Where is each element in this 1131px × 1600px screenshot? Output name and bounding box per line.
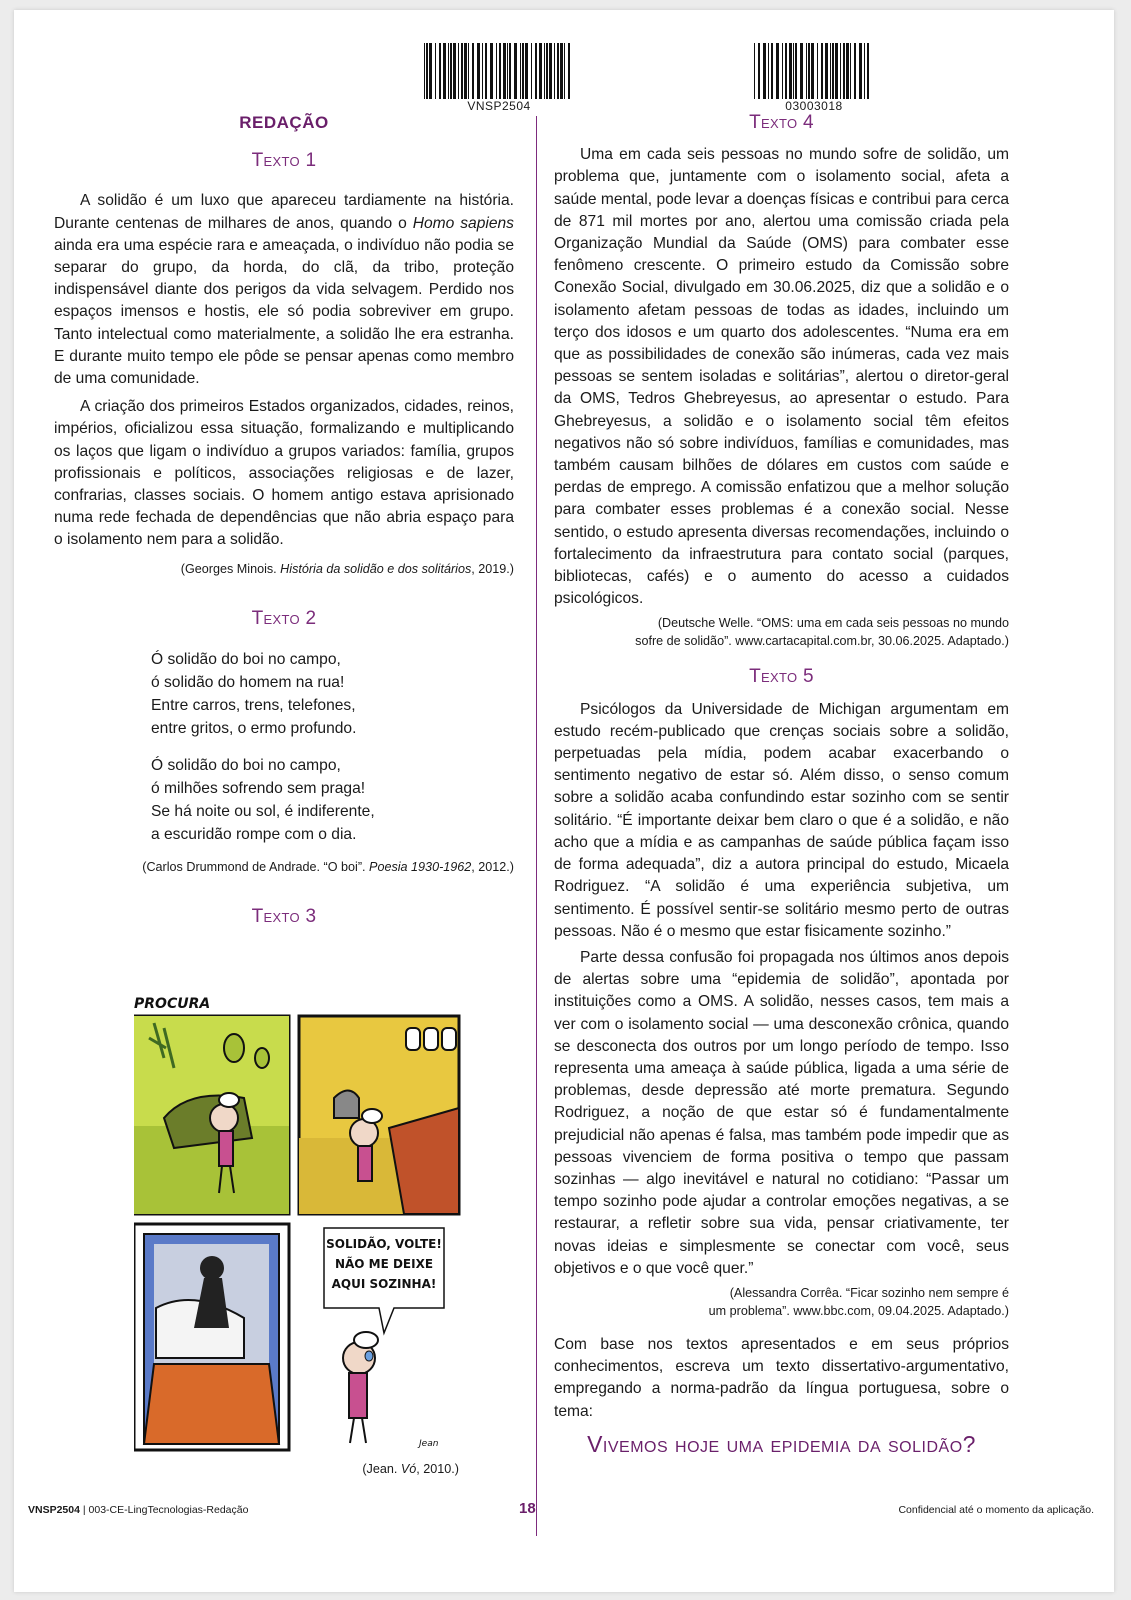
poem-line: ó milhões sofrendo sem praga! xyxy=(151,779,366,797)
right-column xyxy=(554,112,1009,1455)
section-title: REDAÇÃO xyxy=(239,113,329,132)
barcode-right xyxy=(754,43,874,113)
texto5-citation: (Alessandra Corrêa. “Ficar sozinho nem sempre é um problema”. www.bbc.com, 09.04.2025. Adaptado.) xyxy=(708,1285,1009,1318)
column-divider xyxy=(536,116,537,1536)
poem-line: ó solidão do homem na rua! xyxy=(151,673,345,691)
texto5-paragraph-1: Psicólogos da Universidade de Michigan argumentam em estudo recém-publicado que crenças sociais sobre a solidão, perpetuadas pela mídia, podem acabar exacerbando o sentimento negativo de estar só. Além disso, o senso comum sobre a solidão acaba confundindo estar sozinho com se sentir solitário. “É importante deixar bem claro o que é a solidão, e não acho que a mídia e as campanhas de saúde pública façam isso de forma adequada”, diz a autora principal do estudo, Micaela Rodriguez. “A solidão é uma experiência subjetiva, um sentimento. É possível sentir-se solitário mesmo perto de outras pessoas. Não é o mesmo que estar fisicamente sozinho.” xyxy=(554,700,1009,940)
barcode-left xyxy=(424,43,574,113)
comic-panel-1 xyxy=(134,1016,289,1214)
barcode-left-text: VNSP2504 xyxy=(467,99,531,113)
texto1-citation: (Georges Minois. História da solidão e dos solitários, 2019.) xyxy=(180,561,514,576)
texto5-title: Texto 5 xyxy=(749,666,814,688)
barcode-bars-icon xyxy=(754,43,874,99)
texto3-title: Texto 3 xyxy=(251,905,317,927)
texto1-paragraph-2: A criação dos primeiros Estados organizados, cidades, reinos, impérios, oficializou essa situação, formalizando e multiplicando os laços que ligam o indivíduo a grupos variados: família, grupos profissionais e políticos, associações religiosas e de lazer, confrarias, classes sociais. O homem antigo estava aprisionado numa rede fechada de dependências que não abria espaço para o isolamento nem para a solidão. xyxy=(54,398,514,549)
balloon-line-3: AQUI SOZINHA! xyxy=(331,1277,437,1291)
poem-line: Ó solidão do boi no campo, xyxy=(151,650,341,668)
footer-code: VNSP2504 | 003-CE-LingTecnologias-Redação xyxy=(28,1504,249,1516)
poem-line: Se há noite ou sol, é indiferente, xyxy=(151,802,375,820)
poem-stanza-1 xyxy=(151,648,514,740)
balloon-line-2: NÃO ME DEIXE xyxy=(334,1257,434,1271)
texto2-poem xyxy=(54,648,514,846)
comic-panel-2 xyxy=(299,1016,459,1214)
texto2-title: Texto 2 xyxy=(251,607,317,629)
poem-line: a escuridão rompe com o dia. xyxy=(151,825,357,843)
left-column xyxy=(54,112,514,928)
exam-page xyxy=(14,10,1114,1592)
texto2-citation: (Carlos Drummond de Andrade. “O boi”. Poesia 1930-1962, 2012.) xyxy=(142,859,514,874)
poem-line: entre gritos, o ermo profundo. xyxy=(151,719,357,737)
proposta-instructions: Com base nos textos apresentados e em seus próprios conhecimentos, escreva um texto dissertativo-argumentativo, empregando a norma-padrão da língua portuguesa, sobre o tema: xyxy=(554,1335,1009,1420)
comic-strip xyxy=(134,988,464,1463)
barcode-bars-icon xyxy=(424,43,574,99)
comic-panel-3 xyxy=(134,1224,289,1450)
comic-header: PROCURA xyxy=(134,996,211,1012)
comic-signature: Jean xyxy=(419,1439,439,1449)
texto4-body xyxy=(554,144,1009,610)
texto3-citation: (Jean. Vó, 2010.) xyxy=(362,1462,459,1476)
comic-panel-4 xyxy=(299,1224,459,1450)
page-number: 18 xyxy=(519,1500,536,1517)
balloon-line-1: SOLIDÃO, VOLTE! xyxy=(326,1237,442,1251)
texto1-body xyxy=(54,190,514,551)
footer-confidential: Confidencial até o momento da aplicação. xyxy=(898,1504,1094,1516)
poem-line: Entre carros, trens, telefones, xyxy=(151,696,356,714)
poem-stanza-2 xyxy=(151,754,514,846)
texto4-paragraph: Uma em cada seis pessoas no mundo sofre de solidão, um problema que, juntamente com o isolamento social, afeta a saúde mental, pode levar a doenças físicas e contribui para cerca de 871 mil mortes por ano, alertou uma comissão criada pela Organização Mundial da Saúde (OMS) para combater esse fenômeno crescente. O primeiro estudo da Comissão sobre Conexão Social, divulgado em 30.06.2025, diz que a solidão e o isolamento afetam pessoas de todas as idades, incluindo um terço dos idosos e um quarto dos adolescentes. “Numa era em que as possibilidades de conexão são inúmeras, cada vez mais pessoas se sentem isoladas e solitárias”, alertou o diretor-geral da OMS, Tedros Ghebreyesus, ao apresentar o estudo. Para Ghebreyesus, a solidão e o isolamento social têm efeitos negativos não só sobre indivíduos, famílias e comunidades, mas também causam bilhões de dólares em custos com saúde e perdas de emprego. A comissão enfatizou que a melhor solução para combater esses problemas é a conexão social. Nesse sentido, o estudo apresenta diversas recomendações, incluindo o fortalecimento da infraestrutura para contato social (parques, bibliotecas, cafés) e o aumento do acesso a cuidados psicológicos. xyxy=(554,146,1009,608)
texto1-title: Texto 1 xyxy=(251,150,317,172)
texto5-body xyxy=(554,699,1009,1280)
texto5-paragraph-2: Parte dessa confusão foi propagada nos últimos anos depois de alertas sobre uma “epidemia de solidão”, apontada por instituições como a OMS. A solidão, nesses casos, tem mais a ver com o isolamento social — uma desconexão crônica, quando se desconecta dos outros por um longo período de tempo. Isso representa uma ameaça à saúde pública, ligada a uma série de problemas, desde depressão até morte prematura. Segundo Rodriguez, a noção de que estar só é fundamentalmente prejudicial não apenas é falsa, mas também pode impedir que as pessoas vivenciem de forma positiva o tempo que passam sozinhas — algo inevitável e natural no cotidiano: “Passar um tempo sozinho pode ajudar a controlar emoções negativas, a se restaurar, a refletir sobre sua vida, pensar criativamente, ter novas ideias e simplesmente se conectar com você, seus objetivos e o que você quer.” xyxy=(554,948,1009,1277)
barcode-right-text: 03003018 xyxy=(785,99,843,113)
essay-theme: Vivemos hoje uma epidemia da solidão? xyxy=(587,1430,976,1457)
texto4-title: Texto 4 xyxy=(749,112,814,133)
texto4-citation: (Deutsche Welle. “OMS: uma em cada seis pessoas no mundo sofre de solidão”. www.cartacapital.com.br, 30.06.2025. Adaptado.) xyxy=(635,616,1009,649)
texto1-paragraph-1: A solidão é um luxo que apareceu tardiamente na história. Durante centenas de milhares de anos, quando o Homo sapiens ainda era uma espécie rara e ameaçada, o indivíduo não podia se separar do grupo, da horda, do clã, da tribo, proteção indispensável diante dos perigos da vida selvagem. Perdido nos espaços imensos e hostis, ele só podia sobreviver em grupo. Tanto intelectual como materialmente, a solidão lhe era estranha. E durante muito tempo ele pôde se pensar apenas como membro de uma comunidade. xyxy=(54,192,514,388)
poem-line: Ó solidão do boi no campo, xyxy=(151,756,341,774)
